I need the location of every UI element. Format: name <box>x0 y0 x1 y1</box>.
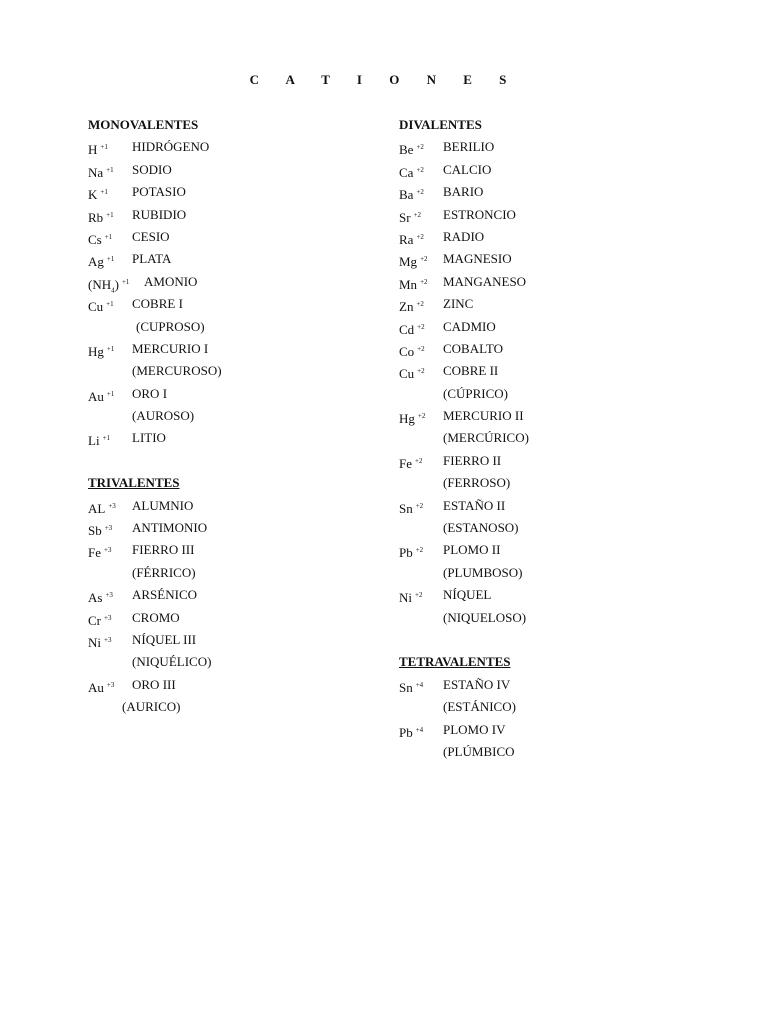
cation-name: MANGANESO <box>443 273 527 289</box>
ion-charge: +3 <box>104 613 112 622</box>
ion-charge: +3 <box>104 546 112 555</box>
ion-charge: +2 <box>415 456 423 465</box>
cation-alt-name: (AURICO) <box>122 699 181 715</box>
cation-name: ESTAÑO IV <box>443 676 511 692</box>
cation-alt-row <box>399 383 719 405</box>
cation-name: COBALTO <box>443 340 503 356</box>
cation-alt-row <box>88 562 388 584</box>
cation-row <box>88 607 388 629</box>
cation-name: ORO I <box>132 385 168 401</box>
ion-charge: +1 <box>106 165 114 174</box>
cation-alt-name: (CUPROSO) <box>136 318 205 334</box>
cation-alt-row <box>88 316 388 338</box>
cation-name: COBRE II <box>443 363 499 379</box>
ion-charge: +2 <box>415 501 424 510</box>
ion-symbol-text: Sn <box>399 679 413 695</box>
cation-name: PLOMO IV <box>443 721 506 737</box>
cation-row <box>88 248 388 270</box>
ion-charge: +3 <box>105 591 113 600</box>
ion-charge: +4 <box>415 725 424 734</box>
cation-row <box>88 204 388 226</box>
cation-alt-row <box>399 562 719 584</box>
cation-alt-row <box>399 427 719 449</box>
ion-charge: +2 <box>415 546 424 555</box>
monovalentes-list <box>88 136 388 449</box>
cation-row <box>88 584 388 606</box>
ion-charge: +2 <box>417 367 425 376</box>
ion-charge: +1 <box>102 434 111 443</box>
cation-name: BARIO <box>443 184 484 200</box>
cation-row <box>88 674 388 696</box>
cation-name: LITIO <box>132 430 166 446</box>
monovalentes-heading: MONOVALENTES <box>88 117 199 132</box>
ion-charge: +2 <box>416 143 424 152</box>
ion-symbol-text: Sb <box>88 523 102 539</box>
ion-charge: +3 <box>108 501 116 510</box>
cation-alt-name: (ESTÁNICO) <box>443 699 516 715</box>
ion-symbol-text: Mg <box>399 254 418 270</box>
ion-charge: +2 <box>416 232 424 241</box>
ion-charge: +1 <box>106 300 114 309</box>
ion-symbol-text: Sn <box>399 500 413 516</box>
cation-alt-name: (AUROSO) <box>132 408 195 424</box>
right-column <box>399 114 719 763</box>
ion-symbol-text: Ni <box>399 590 412 606</box>
ion-charge: +1 <box>121 277 130 286</box>
cation-name: MERCURIO I <box>132 340 209 356</box>
cation-row <box>399 204 719 226</box>
cation-alt-row <box>399 472 719 494</box>
cation-row <box>399 159 719 181</box>
cation-name: ALUMNIO <box>132 497 194 513</box>
cation-row <box>88 427 388 449</box>
cation-row <box>88 495 388 517</box>
cation-row <box>399 181 719 203</box>
cation-alt-name: (ESTANOSO) <box>443 520 519 536</box>
cation-alt-name: (FÉRRICO) <box>132 564 196 580</box>
cation-name: ESTRONCIO <box>443 206 516 222</box>
cation-row <box>399 584 719 606</box>
ion-symbol-text: (NH <box>88 276 112 292</box>
ion-symbol-text: Ba <box>399 187 414 203</box>
cation-row <box>88 383 388 405</box>
ion-symbol-text: Cu <box>88 299 104 315</box>
ion-charge: +1 <box>104 232 113 241</box>
left-column <box>88 114 388 719</box>
cation-row <box>399 405 719 427</box>
cation-row <box>88 226 388 248</box>
trivalentes-heading: TRIVALENTES <box>88 475 180 491</box>
cation-row <box>399 136 719 158</box>
cation-alt-name: (NIQUÉLICO) <box>132 654 212 670</box>
cation-alt-row <box>88 405 388 427</box>
ion-charge: +1 <box>106 210 114 219</box>
cation-row <box>399 316 719 338</box>
cation-row <box>88 629 388 651</box>
ion-symbol-text: Sr <box>399 209 411 225</box>
cation-name: COBRE I <box>132 296 183 312</box>
page-title: C A T I O N E S <box>249 72 519 87</box>
cation-name: NÍQUEL <box>443 587 492 603</box>
cation-name: CALCIO <box>443 161 492 177</box>
ion-symbol-text: Fe <box>88 545 101 561</box>
ion-symbol-text: Cs <box>88 231 102 247</box>
ion-symbol-text: Cr <box>88 612 101 628</box>
divalentes-list <box>399 136 719 629</box>
cation-name: BERILIO <box>443 139 495 155</box>
tetravalentes-list <box>399 674 719 764</box>
cation-alt-name: (CÚPRICO) <box>443 385 509 401</box>
ion-charge: +2 <box>413 210 422 219</box>
ion-charge: +3 <box>104 524 113 533</box>
ion-charge: +2 <box>416 165 424 174</box>
cation-name: ZINC <box>443 296 474 312</box>
cation-alt-name: (MERCÚRICO) <box>443 430 529 446</box>
ion-charge: +1 <box>106 344 115 353</box>
cation-name: HIDRÓGENO <box>132 139 210 155</box>
ion-symbol-text: Fe <box>399 455 412 471</box>
cation-name: AMONIO <box>144 273 198 289</box>
cation-alt-row <box>399 517 719 539</box>
ion-symbol-text: Au <box>88 679 104 695</box>
ion-charge: +4 <box>415 680 424 689</box>
cation-row <box>88 159 388 181</box>
ion-symbol-end: ) <box>114 276 119 292</box>
cation-row <box>88 136 388 158</box>
cation-row <box>399 539 719 561</box>
ion-symbol-text: Pb <box>399 724 413 740</box>
ion-symbol-text: Cu <box>399 366 415 382</box>
ion-symbol-text: Na <box>88 164 104 180</box>
ion-charge: +2 <box>420 277 428 286</box>
cation-row <box>399 248 719 270</box>
ion-charge: +1 <box>100 143 108 152</box>
cation-name: SODIO <box>132 161 172 177</box>
ion-charge: +1 <box>106 255 115 264</box>
cation-row <box>399 719 719 741</box>
cation-name: CROMO <box>132 609 180 625</box>
ion-symbol-text: H <box>88 142 98 158</box>
cation-row <box>399 338 719 360</box>
cation-name: MAGNESIO <box>443 251 512 267</box>
cation-row <box>399 226 719 248</box>
cation-row <box>399 293 719 315</box>
ion-symbol-text: K <box>88 187 98 203</box>
ion-symbol-text: Ca <box>399 164 414 180</box>
cation-name: NÍQUEL III <box>132 631 197 647</box>
cation-row <box>399 360 719 382</box>
cation-name: POTASIO <box>132 184 186 200</box>
cation-name: PLOMO II <box>443 542 501 558</box>
ion-charge: +1 <box>106 389 115 398</box>
cation-name: RADIO <box>443 228 485 244</box>
ion-symbol-text: Hg <box>88 343 104 359</box>
ion-symbol-text: Ni <box>88 634 101 650</box>
ion-symbol <box>88 427 110 452</box>
cation-row <box>88 181 388 203</box>
cation-alt-row <box>399 607 719 629</box>
cation-row <box>88 338 388 360</box>
tetravalentes-heading: TETRAVALENTES <box>399 654 511 670</box>
ion-charge: +2 <box>416 188 424 197</box>
cation-row <box>399 450 719 472</box>
ion-charge: +2 <box>415 591 423 600</box>
cation-name: RUBIDIO <box>132 206 187 222</box>
cation-alt-name: (PLUMBOSO) <box>443 564 523 580</box>
ion-charge: +2 <box>420 255 428 264</box>
ion-symbol-text: Hg <box>399 411 415 427</box>
cation-row <box>399 674 719 696</box>
cation-alt-name: (MERCUROSO) <box>132 363 222 379</box>
cation-alt-name: (FERROSO) <box>443 475 511 491</box>
cation-alt-row <box>88 651 388 673</box>
cation-row <box>88 517 388 539</box>
cation-name: PLATA <box>132 251 172 267</box>
cation-row <box>399 271 719 293</box>
cation-alt-name: (NIQUELOSO) <box>443 609 527 625</box>
cation-name: FIERRO III <box>132 542 195 558</box>
ion-symbol-text: Be <box>399 142 414 158</box>
cation-name: ANTIMONIO <box>132 520 208 536</box>
ion-symbol-text: Ag <box>88 254 104 270</box>
ion-symbol-text: Li <box>88 433 100 449</box>
cation-row <box>88 293 388 315</box>
cation-alt-row <box>399 741 719 763</box>
ion-symbol-text: Pb <box>399 545 413 561</box>
cation-row <box>88 539 388 561</box>
ion-symbol-text: Cd <box>399 321 415 337</box>
cation-row <box>399 495 719 517</box>
cation-row <box>88 271 388 293</box>
ion-charge: +1 <box>100 188 108 197</box>
ion-charge: +2 <box>417 344 425 353</box>
ion-symbol-text: AL <box>88 500 106 516</box>
cation-name: CADMIO <box>443 318 496 334</box>
ion-symbol-text: Ra <box>399 231 414 247</box>
cation-alt-name: (PLÚMBICO <box>443 743 515 759</box>
cation-name: ORO III <box>132 676 176 692</box>
cation-alt-row <box>88 360 388 382</box>
ion-symbol-text: Mn <box>399 276 418 292</box>
ion-charge: +2 <box>417 412 426 421</box>
cation-alt-row <box>88 696 388 718</box>
ion-charge: +2 <box>417 322 425 331</box>
ion-subscript: 4 <box>111 286 115 295</box>
ion-symbol-text: As <box>88 590 103 606</box>
cation-name: CESIO <box>132 228 170 244</box>
cation-name: MERCURIO II <box>443 408 524 424</box>
ion-charge: +3 <box>106 680 115 689</box>
ion-symbol-text: Au <box>88 388 104 404</box>
divalentes-heading: DIVALENTES <box>399 117 482 132</box>
ion-charge: +2 <box>416 300 424 309</box>
ion-charge: +3 <box>104 635 112 644</box>
ion-symbol-text: Zn <box>399 299 414 315</box>
cation-name: ESTAÑO II <box>443 497 506 513</box>
trivalentes-list <box>88 495 388 719</box>
cation-name: FIERRO II <box>443 452 502 468</box>
cation-alt-row <box>399 696 719 718</box>
ion-symbol-text: Rb <box>88 209 104 225</box>
ion-symbol-text: Co <box>399 343 415 359</box>
cation-name: ARSÉNICO <box>132 587 198 603</box>
